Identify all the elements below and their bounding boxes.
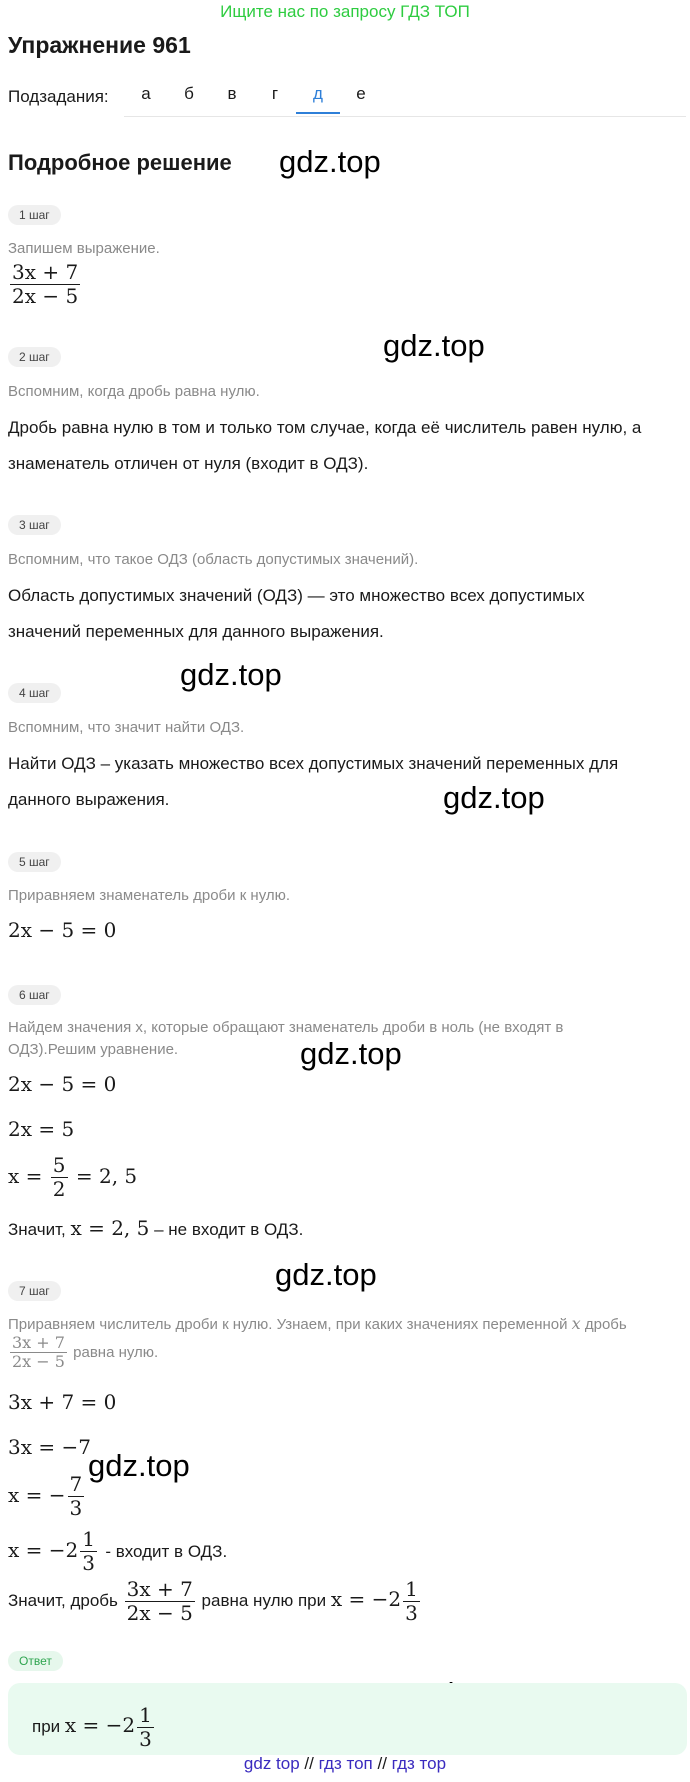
equation (8, 1154, 137, 1201)
fraction-numerator: 5 (52, 1153, 66, 1177)
step-hint: Вспомним, когда дробь равна нулю. (8, 383, 260, 400)
equation: 2x = 5 (8, 1117, 75, 1141)
step-text: Область допустимых значений (ОДЗ) — это множество всех допустимых (8, 586, 585, 605)
fraction-numerator: 1 (82, 1527, 95, 1551)
footer-separator: // (377, 1754, 387, 1773)
step-hint: Запишем выражение. (8, 240, 160, 257)
step-hint: ОДЗ).Решим уравнение. (8, 1041, 179, 1058)
fraction-numerator: 1 (139, 1703, 152, 1727)
fraction-numerator: 3x + 7 (126, 1577, 193, 1601)
tab-a[interactable]: а (141, 84, 151, 103)
equation (8, 1473, 86, 1520)
footer-link-gdz-top[interactable]: gdz top (243, 1754, 300, 1773)
watermark: gdz.top (443, 780, 545, 815)
step-badge: 3 шаг (8, 515, 61, 535)
step-hint: Приравняем знаменатель дроби к нулю. (8, 887, 291, 904)
hint-part: Приравняем числитель дроби к нулю. Узнаем, при каких значениях переменной (8, 1316, 568, 1333)
conclusion-prefix: Значит, (8, 1220, 66, 1239)
expression (8, 261, 82, 308)
step-badge: 6 шаг (8, 985, 61, 1005)
footer-separator: // (304, 1754, 314, 1773)
tab-d[interactable]: д (296, 84, 340, 114)
subtasks-label: Подзадания: (8, 87, 109, 106)
step-text: знаменатель отличен от нуля (входит в ОДЗ). (8, 454, 369, 473)
fraction-denominator: 2x − 5 (12, 1352, 65, 1372)
step-text: данного выражения. (8, 790, 170, 809)
conclusion-math: x = 2, 5 (70, 1216, 150, 1240)
step-conclusion (8, 1578, 422, 1625)
step-text: Найти ОДЗ – указать множество всех допустимых значений переменных для (8, 754, 619, 773)
step-badge: 4 шаг (8, 683, 61, 703)
fraction-denominator: 2x − 5 (126, 1601, 193, 1625)
tab-e[interactable]: е (356, 84, 366, 103)
page-title: Упражнение 961 (8, 32, 191, 58)
conclusion-prefix: Значит, дробь (8, 1590, 118, 1610)
step-badge: 1 шаг (8, 205, 61, 225)
tab-b[interactable]: б (184, 84, 194, 103)
watermark: gdz.top (180, 657, 282, 692)
hint-variable: x (571, 1314, 581, 1333)
hint-part: равна нулю. (73, 1343, 159, 1361)
fraction-numerator: 7 (69, 1472, 83, 1496)
fraction-denominator: 3 (69, 1496, 83, 1520)
equation-part: x = −2 (8, 1538, 79, 1562)
fraction-denominator: 2 (52, 1177, 66, 1201)
equation: 3x = −7 (8, 1435, 91, 1459)
fraction-numerator: 3x + 7 (12, 1333, 65, 1352)
equation (8, 1528, 227, 1575)
equation-part: = 2, 5 (75, 1164, 138, 1188)
equation-part: x = − (8, 1483, 66, 1507)
watermark: gdz.top (88, 1448, 190, 1483)
step-hint (8, 1334, 158, 1372)
footer-link-gdz-tor[interactable]: гдз тор (391, 1754, 447, 1773)
step-hint: Вспомним, что такое ОДЗ (область допустимых значений). (8, 551, 419, 568)
subtasks-tabs (124, 84, 686, 117)
expression-denominator: 2x − 5 (12, 284, 79, 308)
footer-links (0, 1754, 690, 1774)
section-title: Подробное решение (8, 150, 232, 175)
conclusion-suffix: – не входит в ОДЗ. (154, 1220, 304, 1239)
step-conclusion (8, 1210, 303, 1248)
step-badge: 7 шаг (8, 1281, 61, 1301)
equation: 3x + 7 = 0 (8, 1390, 117, 1414)
fraction-denominator: 3 (82, 1551, 95, 1575)
step-badge: 5 шаг (8, 852, 61, 872)
step-badge: 2 шаг (8, 347, 61, 367)
top-banner: Ищите нас по запросу ГДЗ ТОП (220, 2, 470, 21)
answer-math: x = −2 (64, 1712, 136, 1737)
equation: 2x − 5 = 0 (8, 1072, 117, 1096)
tab-g[interactable]: г (271, 84, 279, 103)
expression-numerator: 3x + 7 (12, 260, 79, 284)
step-hint: Найдем значения x, которые обращают знаменатель дроби в ноль (не входят в (8, 1019, 564, 1036)
equation: 2x − 5 = 0 (8, 918, 117, 942)
answer-badge: Ответ (8, 1651, 63, 1671)
step-hint: Вспомним, что значит найти ОДЗ. (8, 719, 245, 736)
step-hint (8, 1313, 627, 1336)
watermark: gdz.top (275, 1257, 377, 1292)
step-text: значений переменных для данного выражения. (8, 622, 384, 641)
watermark: gdz.top (383, 328, 485, 363)
conclusion-mid: равна нулю при (201, 1590, 327, 1610)
fraction-denominator: 3 (139, 1727, 152, 1751)
footer-link-gdz-top-ru[interactable]: гдз топ (318, 1754, 373, 1773)
watermark: gdz.top (279, 144, 381, 179)
hint-part: дробь (584, 1316, 627, 1333)
answer-prefix: при (32, 1716, 61, 1736)
answer-text (32, 1704, 156, 1751)
tab-v[interactable]: в (227, 84, 237, 103)
watermark: gdz.top (300, 1036, 402, 1071)
equation-part: x = (8, 1164, 43, 1188)
fraction-denominator: 3 (405, 1601, 418, 1625)
step-text: Дробь равна нулю в том и только том случае, когда её числитель равен нулю, а (8, 418, 642, 437)
equation-part: - входит в ОДЗ. (105, 1542, 228, 1561)
conclusion-math: x = −2 (330, 1586, 402, 1611)
fraction-numerator: 1 (405, 1577, 418, 1601)
